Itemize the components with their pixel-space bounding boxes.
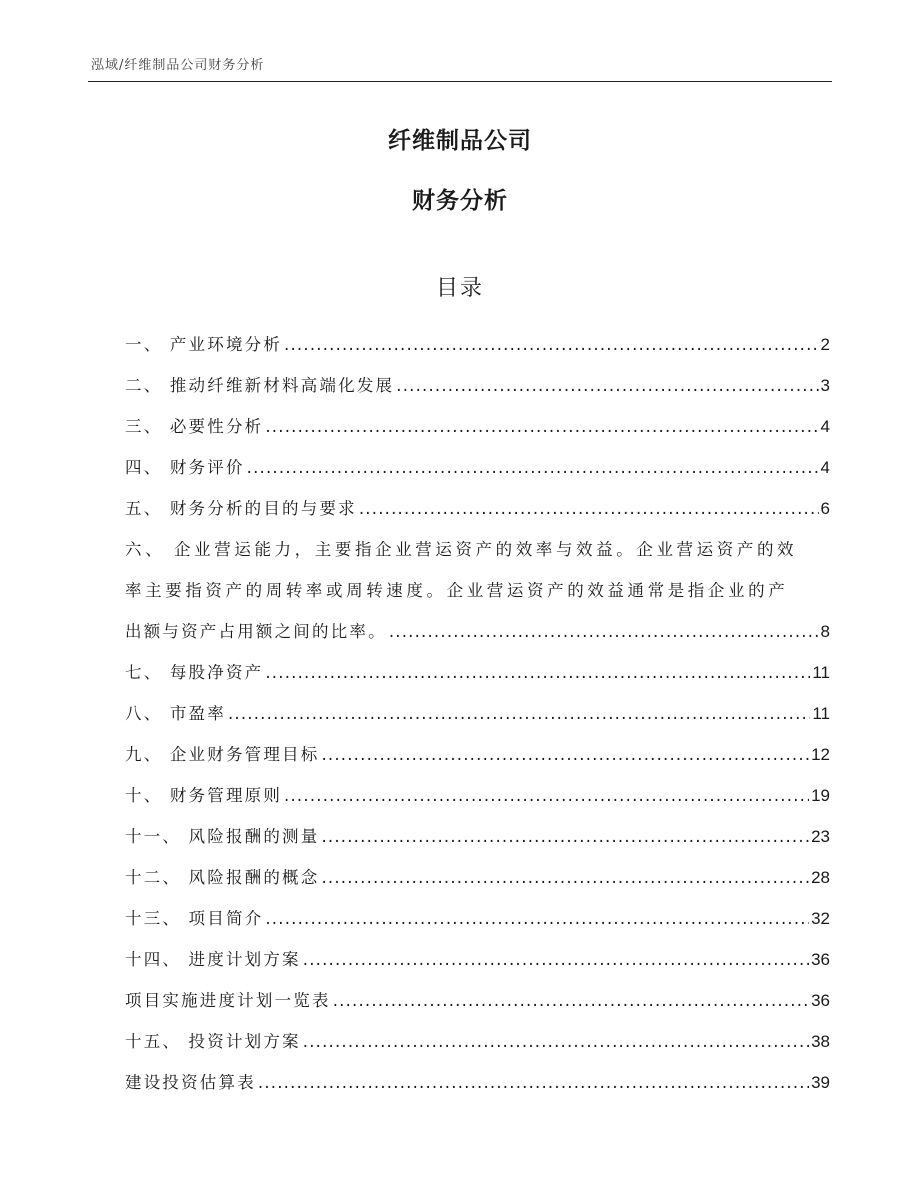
toc-entry[interactable] [125, 816, 830, 857]
toc-entry-page: 8 [820, 622, 830, 641]
toc-dot-leader [333, 980, 809, 1021]
toc-entry-label: 一、 产业环境分析 [125, 335, 283, 354]
toc-dot-leader [258, 1062, 809, 1103]
toc-dot-leader [284, 775, 809, 816]
table-of-contents [125, 324, 830, 1103]
toc-entry-page: 3 [820, 376, 830, 395]
toc-entry-page: 4 [820, 417, 830, 436]
toc-entry-label: 十一、 风险报酬的测量 [125, 827, 320, 846]
toc-entry[interactable] [125, 447, 830, 488]
toc-entry-label: 十二、 风险报酬的概念 [125, 868, 320, 887]
toc-entry[interactable] [125, 529, 830, 652]
toc-entry-page: 19 [811, 786, 830, 805]
toc-entry[interactable] [125, 939, 830, 980]
toc-entry-label: 四、 财务评价 [125, 458, 245, 477]
toc-entry[interactable] [125, 857, 830, 898]
toc-dot-leader [396, 365, 818, 406]
toc-entry[interactable] [125, 734, 830, 775]
toc-dot-leader [265, 898, 809, 939]
toc-entry[interactable] [125, 775, 830, 816]
toc-entry-label: 五、 财务分析的目的与要求 [125, 499, 357, 518]
header-divider [88, 81, 832, 82]
toc-entry-label-line: 六、 企业营运能力，主要指企业营运资产的效率与效益。企业营运资产的效 [125, 540, 798, 559]
toc-entry-label-line: 率主要指资产的周转率或周转速度。企业营运资产的效益通常是指企业的产 [125, 581, 789, 600]
toc-entry-label: 十四、 进度计划方案 [125, 950, 301, 969]
toc-entry-page: 6 [820, 499, 830, 518]
toc-entry-label: 建设投资估算表 [125, 1073, 256, 1092]
toc-entry-label: 八、 市盈率 [125, 704, 226, 723]
toc-entry[interactable] [125, 652, 830, 693]
toc-entry-label-line: 出额与资产占用额之间的比率。 [125, 622, 387, 641]
toc-dot-leader [359, 488, 819, 529]
toc-entry-page: 2 [820, 335, 830, 354]
running-header: 泓域/纤维制品公司财务分析 [91, 58, 265, 73]
document-title: 纤维制品公司 [388, 128, 532, 154]
toc-entry[interactable] [125, 365, 830, 406]
toc-entry-label: 项目实施进度计划一览表 [125, 991, 331, 1010]
toc-entry-label: 十三、 项目简介 [125, 909, 264, 928]
toc-entry[interactable] [125, 406, 830, 447]
document-subtitle: 财务分析 [412, 188, 508, 214]
toc-entry-page: 36 [811, 991, 830, 1010]
toc-entry[interactable] [125, 1021, 830, 1062]
toc-entry-label: 七、 每股净资产 [125, 663, 264, 682]
toc-entry-page: 38 [811, 1032, 830, 1051]
toc-dot-leader [321, 857, 809, 898]
toc-dot-leader [284, 324, 818, 365]
toc-entry-label: 二、 推动纤维新材料高端化发展 [125, 376, 395, 395]
toc-entry-page: 32 [811, 909, 830, 928]
toc-dot-leader [228, 693, 810, 734]
toc-entry-page: 28 [811, 868, 830, 887]
toc-entry-page: 11 [812, 704, 830, 723]
toc-dot-leader [247, 447, 819, 488]
toc-dot-leader [389, 611, 819, 652]
toc-entry[interactable] [125, 693, 830, 734]
toc-entry-page: 12 [811, 745, 830, 764]
toc-entry[interactable] [125, 980, 830, 1021]
toc-entry[interactable] [125, 1062, 830, 1103]
toc-dot-leader [303, 1021, 809, 1062]
toc-entry[interactable] [125, 488, 830, 529]
toc-dot-leader [265, 652, 810, 693]
toc-entry-page: 11 [812, 663, 830, 682]
toc-dot-leader [303, 939, 809, 980]
toc-entry-label: 九、 企业财务管理目标 [125, 745, 320, 764]
toc-heading: 目录 [435, 276, 484, 301]
toc-entry[interactable] [125, 324, 830, 365]
toc-dot-leader [321, 734, 809, 775]
toc-dot-leader [265, 406, 818, 447]
toc-entry-page: 4 [820, 458, 830, 477]
toc-dot-leader [321, 816, 809, 857]
toc-entry-page: 39 [811, 1073, 830, 1092]
toc-entry-label: 十五、 投资计划方案 [125, 1032, 301, 1051]
toc-entry[interactable] [125, 898, 830, 939]
toc-entry-label: 三、 必要性分析 [125, 417, 264, 436]
toc-entry-page: 36 [811, 950, 830, 969]
toc-entry-page: 23 [811, 827, 830, 846]
toc-entry-label: 十、 财务管理原则 [125, 786, 283, 805]
